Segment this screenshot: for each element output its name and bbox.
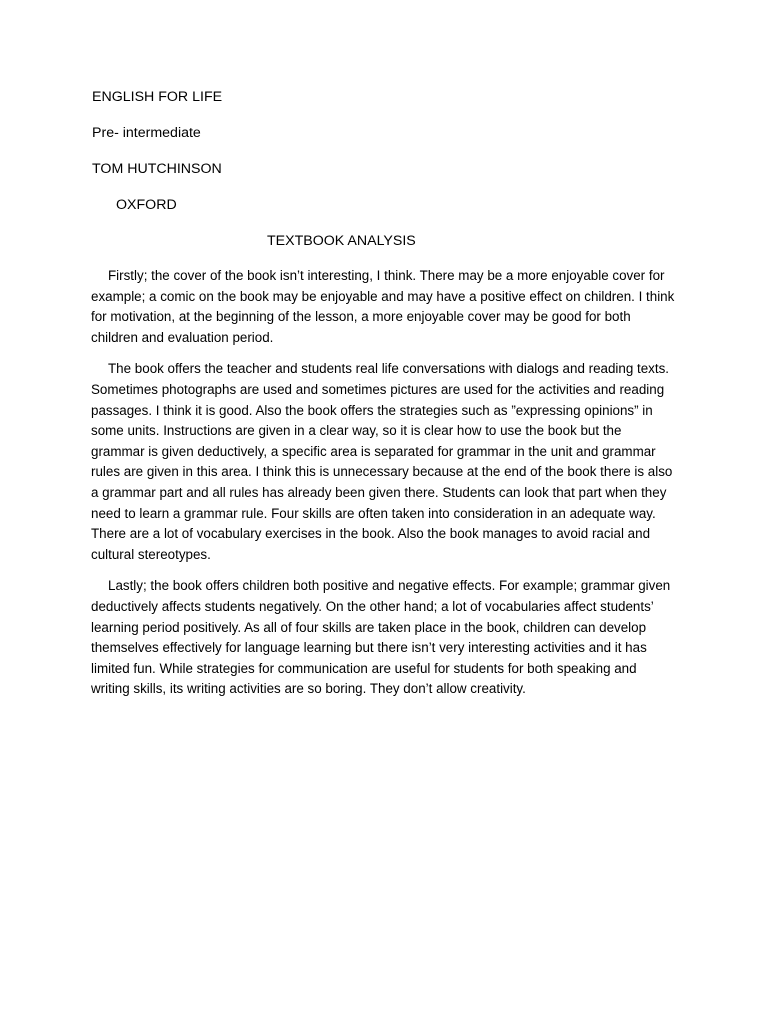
analysis-body <box>91 266 676 711</box>
paragraph-content: The book offers the teacher and students real life conversations with dialogs and reading texts. Sometimes photographs are used and sometimes pictures are used for the activities and reading passages. I think it is good. Also the book offers the strategies such as ”expressing opinions” in some units. Instructions are given in a clear way, so it is clear how to use the book but the grammar is given deductively, a specific area is separated for grammar in the unit and grammar rules are given in this area. I think this is unnecessary because at the end of the book there is also a grammar part and all rules has already been given there. Students can look that part when they need to learn a grammar rule. Four skills are often taken into consideration in an adequate way. There are a lot of vocabulary exercises in the book. Also the book manages to avoid racial and cultural stereotypes. <box>91 361 673 562</box>
book-author: TOM HUTCHINSON <box>92 161 222 177</box>
analysis-heading: TEXTBOOK ANALYSIS <box>267 233 416 249</box>
paragraph-cover: Firstly; the cover of the book isn’t interesting, I think. There may be a more enjoyable cover for example; a comic on the book may be enjoyable and may have a positive effect on children. I think for motivation, at the beginning of the lesson, a more enjoyable cover may be good for both children and evaluation period. <box>91 268 675 345</box>
paragraph-conclusion: Lastly; the book offers children both positive and negative effects. For example; grammar given deductively affects students negatively. On the other hand; a lot of vocabularies affect students’ learning period positively. As all of four skills are taken place in the book, children can develop themselves effectively for language learning but there isn’t very interesting activities and it has limited fun. While strategies for communication are useful for students for both speaking and writing skills, its writing activities are so boring. They don’t allow creativity. <box>91 578 671 697</box>
book-publisher: OXFORD <box>116 197 177 213</box>
book-title: ENGLISH FOR LIFE <box>92 89 223 105</box>
book-level: Pre- intermediate <box>92 125 201 141</box>
